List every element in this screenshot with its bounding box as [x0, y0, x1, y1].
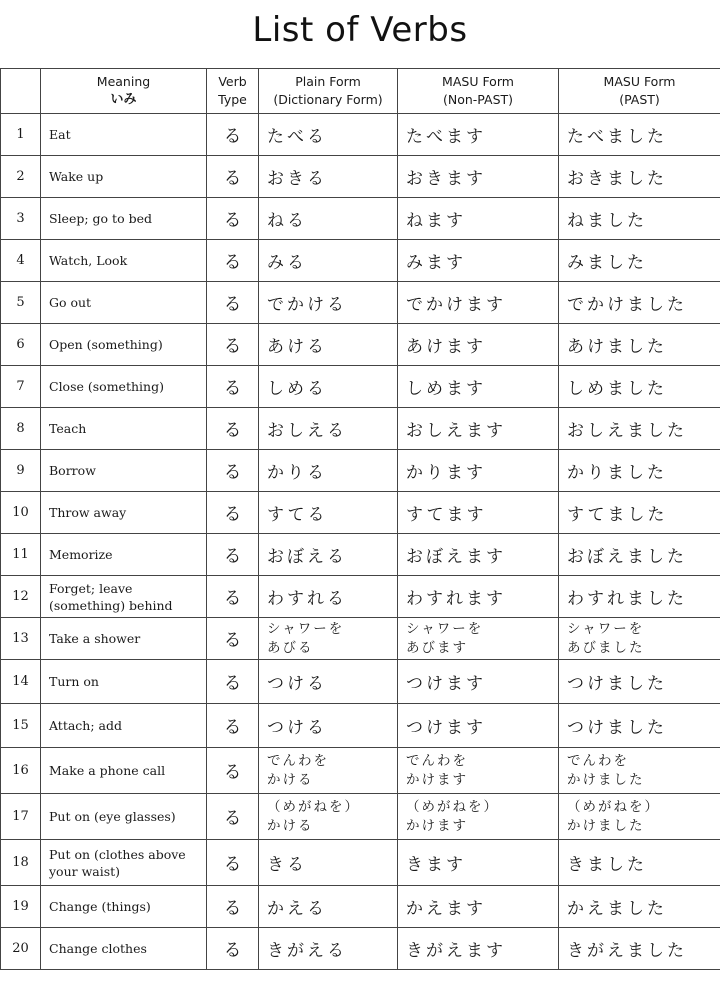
header-masu-non-label: MASU Form — [442, 74, 514, 89]
masu-nonpast-form: みます — [398, 240, 559, 282]
table-row — [1, 114, 720, 156]
masu-past-form: きました — [559, 840, 720, 886]
header-type-label: Type — [218, 92, 247, 107]
header-row — [1, 69, 720, 114]
header-masu-past — [559, 69, 720, 114]
verb-type: る — [207, 240, 259, 282]
row-number: 8 — [1, 408, 41, 450]
verb-type: る — [207, 660, 259, 704]
table-row — [1, 618, 720, 660]
masu-past-form: わすれました — [559, 576, 720, 618]
table-row — [1, 928, 720, 970]
table-row — [1, 366, 720, 408]
plain-form: つける — [259, 660, 398, 704]
verb-meaning: Forget; leave (something) behind — [41, 576, 207, 618]
masu-past-form: （めがねを） かけました — [559, 794, 720, 840]
row-number: 14 — [1, 660, 41, 704]
row-number: 16 — [1, 748, 41, 794]
header-meaning — [41, 69, 207, 114]
verb-type: る — [207, 704, 259, 748]
verb-meaning: Sleep; go to bed — [41, 198, 207, 240]
verb-type: る — [207, 114, 259, 156]
verb-type: る — [207, 492, 259, 534]
verb-type: る — [207, 576, 259, 618]
row-number: 20 — [1, 928, 41, 970]
plain-form: でんわを かける — [259, 748, 398, 794]
verb-type: る — [207, 748, 259, 794]
masu-nonpast-form: きます — [398, 840, 559, 886]
verb-meaning: Take a shower — [41, 618, 207, 660]
masu-past-form: おぼえました — [559, 534, 720, 576]
verb-type: る — [207, 156, 259, 198]
masu-nonpast-form: たべます — [398, 114, 559, 156]
masu-nonpast-form: でかけます — [398, 282, 559, 324]
masu-nonpast-form: つけます — [398, 704, 559, 748]
verb-meaning: Memorize — [41, 534, 207, 576]
plain-form: おぼえる — [259, 534, 398, 576]
masu-nonpast-form: かります — [398, 450, 559, 492]
verb-table — [0, 68, 720, 970]
table-row — [1, 794, 720, 840]
row-number: 13 — [1, 618, 41, 660]
verb-type: る — [207, 324, 259, 366]
verb-meaning: Watch, Look — [41, 240, 207, 282]
row-number: 6 — [1, 324, 41, 366]
table-row — [1, 240, 720, 282]
plain-form: かえる — [259, 886, 398, 928]
masu-past-form: つけました — [559, 660, 720, 704]
masu-past-form: シャワーを あびました — [559, 618, 720, 660]
plain-form: つける — [259, 704, 398, 748]
masu-past-form: でんわを かけました — [559, 748, 720, 794]
plain-form: あける — [259, 324, 398, 366]
verb-meaning: Put on (eye glasses) — [41, 794, 207, 840]
verb-meaning: Change (things) — [41, 886, 207, 928]
masu-past-form: かりました — [559, 450, 720, 492]
row-number: 10 — [1, 492, 41, 534]
masu-nonpast-form: シャワーを あびます — [398, 618, 559, 660]
plain-form: （めがねを） かける — [259, 794, 398, 840]
table-row — [1, 198, 720, 240]
verb-type: る — [207, 794, 259, 840]
table-row — [1, 156, 720, 198]
row-number: 15 — [1, 704, 41, 748]
plain-form: みる — [259, 240, 398, 282]
table-row — [1, 492, 720, 534]
plain-form: かりる — [259, 450, 398, 492]
header-masu-non-sub: (Non-PAST) — [442, 92, 514, 107]
row-number: 3 — [1, 198, 41, 240]
verb-type: る — [207, 198, 259, 240]
masu-past-form: つけました — [559, 704, 720, 748]
table-row — [1, 660, 720, 704]
row-number: 11 — [1, 534, 41, 576]
masu-past-form: かえました — [559, 886, 720, 928]
row-number: 9 — [1, 450, 41, 492]
masu-nonpast-form: かえます — [398, 886, 559, 928]
verb-meaning: Change clothes — [41, 928, 207, 970]
header-masu-past-sub: (PAST) — [619, 92, 660, 107]
masu-nonpast-form: （めがねを） かけます — [398, 794, 559, 840]
masu-past-form: でかけました — [559, 282, 720, 324]
header-verb-type — [207, 69, 259, 114]
plain-form: きる — [259, 840, 398, 886]
verb-type: る — [207, 282, 259, 324]
header-plain-sub: (Dictionary Form) — [273, 92, 383, 107]
verb-type: る — [207, 366, 259, 408]
table-row — [1, 840, 720, 886]
verb-type: る — [207, 450, 259, 492]
row-number: 5 — [1, 282, 41, 324]
row-number: 2 — [1, 156, 41, 198]
plain-form: でかける — [259, 282, 398, 324]
verb-meaning: Put on (clothes above your waist) — [41, 840, 207, 886]
table-row — [1, 886, 720, 928]
verb-meaning: Attach; add — [41, 704, 207, 748]
row-number: 18 — [1, 840, 41, 886]
masu-past-form: おしえました — [559, 408, 720, 450]
masu-nonpast-form: わすれます — [398, 576, 559, 618]
masu-past-form: きがえました — [559, 928, 720, 970]
table-row — [1, 748, 720, 794]
plain-form: しめる — [259, 366, 398, 408]
verb-meaning: Wake up — [41, 156, 207, 198]
header-meaning-label: Meaning — [96, 74, 151, 89]
verb-type: る — [207, 408, 259, 450]
verb-meaning: Close (something) — [41, 366, 207, 408]
masu-nonpast-form: すてます — [398, 492, 559, 534]
header-plain-label: Plain Form — [295, 74, 361, 89]
masu-past-form: あけました — [559, 324, 720, 366]
masu-past-form: ねました — [559, 198, 720, 240]
table-row — [1, 450, 720, 492]
verb-meaning: Make a phone call — [41, 748, 207, 794]
masu-nonpast-form: でんわを かけます — [398, 748, 559, 794]
verb-type: る — [207, 840, 259, 886]
table-row — [1, 704, 720, 748]
plain-form: たべる — [259, 114, 398, 156]
table-row — [1, 576, 720, 618]
plain-form: おしえる — [259, 408, 398, 450]
masu-nonpast-form: きがえます — [398, 928, 559, 970]
header-number — [1, 69, 41, 114]
header-verb-label: Verb — [218, 74, 247, 89]
masu-past-form: おきました — [559, 156, 720, 198]
masu-past-form: すてました — [559, 492, 720, 534]
table-row — [1, 408, 720, 450]
header-masu-past-label: MASU Form — [603, 74, 676, 89]
header-masu-nonpast — [398, 69, 559, 114]
row-number: 17 — [1, 794, 41, 840]
header-meaning-jp: いみ — [110, 92, 137, 107]
masu-nonpast-form: おきます — [398, 156, 559, 198]
row-number: 4 — [1, 240, 41, 282]
masu-nonpast-form: ねます — [398, 198, 559, 240]
plain-form: すてる — [259, 492, 398, 534]
masu-nonpast-form: おぼえます — [398, 534, 559, 576]
verb-meaning: Turn on — [41, 660, 207, 704]
masu-nonpast-form: あけます — [398, 324, 559, 366]
plain-form: シャワーを あびる — [259, 618, 398, 660]
verb-meaning: Go out — [41, 282, 207, 324]
row-number: 19 — [1, 886, 41, 928]
masu-past-form: みました — [559, 240, 720, 282]
row-number: 1 — [1, 114, 41, 156]
verb-type: る — [207, 886, 259, 928]
header-plain-form — [259, 69, 398, 114]
plain-form: ねる — [259, 198, 398, 240]
masu-nonpast-form: しめます — [398, 366, 559, 408]
verb-type: る — [207, 618, 259, 660]
plain-form: わすれる — [259, 576, 398, 618]
row-number: 7 — [1, 366, 41, 408]
masu-past-form: しめました — [559, 366, 720, 408]
verb-meaning: Eat — [41, 114, 207, 156]
row-number: 12 — [1, 576, 41, 618]
verb-type: る — [207, 928, 259, 970]
masu-past-form: たべました — [559, 114, 720, 156]
verb-meaning: Open (something) — [41, 324, 207, 366]
plain-form: きがえる — [259, 928, 398, 970]
table-row — [1, 324, 720, 366]
verb-meaning: Teach — [41, 408, 207, 450]
verb-table-body — [1, 114, 720, 970]
verb-meaning: Throw away — [41, 492, 207, 534]
plain-form: おきる — [259, 156, 398, 198]
masu-nonpast-form: おしえます — [398, 408, 559, 450]
table-row — [1, 282, 720, 324]
verb-meaning: Borrow — [41, 450, 207, 492]
masu-nonpast-form: つけます — [398, 660, 559, 704]
page-title: List of Verbs — [252, 10, 468, 50]
table-row — [1, 534, 720, 576]
verb-type: る — [207, 534, 259, 576]
